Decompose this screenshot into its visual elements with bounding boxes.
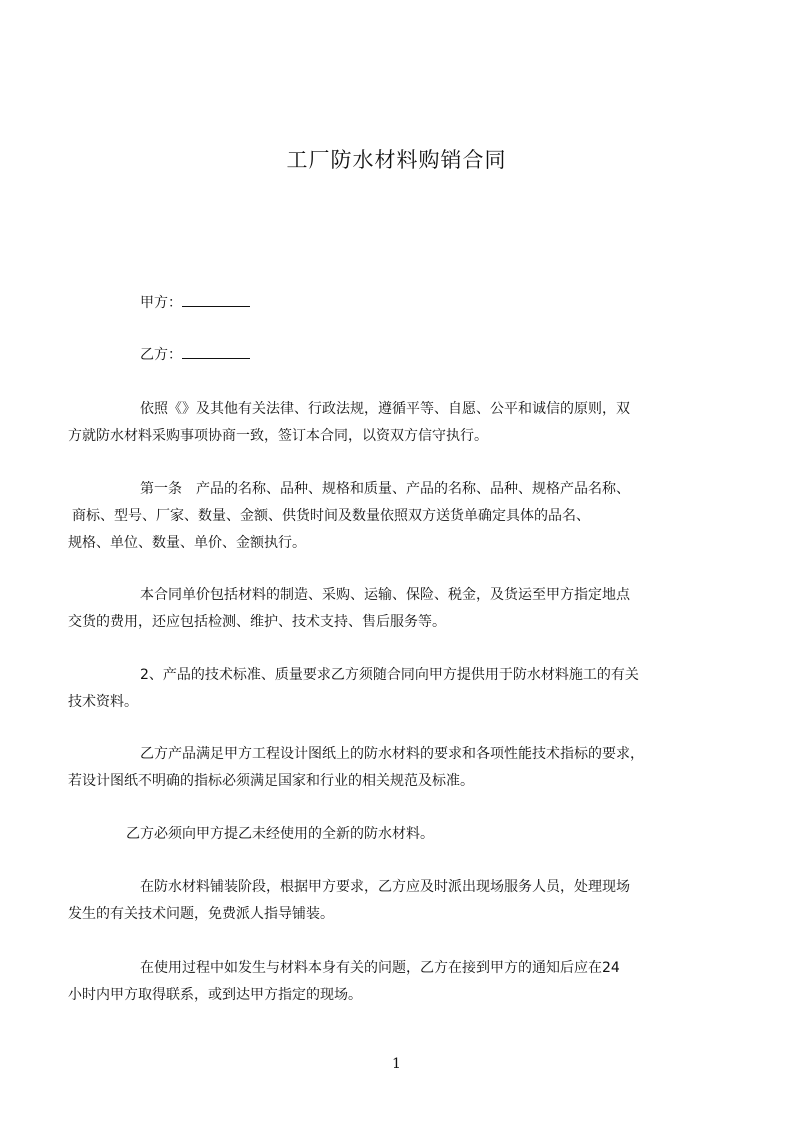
paragraph-line: 方就防水材料采购事项协商一致，签订本合同，以资双方信守执行。 (68, 428, 488, 444)
paragraph-preamble (68, 396, 704, 450)
paragraph-price-scope (68, 582, 704, 636)
paragraph-line: 若设计图纸不明确的指标必须满足国家和行业的相关规范及标准。 (68, 773, 474, 789)
party-a-line (104, 290, 704, 317)
document-title: 工厂防水材料购销合同 (286, 148, 507, 172)
paragraph-design-requirements (68, 741, 704, 795)
paragraph-line: 第一条 产品的名称、品种、规格和质量、产品的名称、品种、规格产品名称、 (140, 481, 630, 497)
party-a-label: 甲方： (140, 295, 182, 311)
paragraph-line: 技术资料。 (68, 694, 138, 710)
paragraph-line: 小时内甲方取得联系，或到达甲方指定的现场。 (68, 987, 362, 1003)
paragraph-line: 发生的有关技术问题，免费派人指导铺装。 (68, 906, 334, 922)
paragraph-article-1 (68, 476, 704, 557)
paragraph-line: 商标、型号、厂家、数量、金额、供货时间及数量依照双方送货单确定具体的品名、 (72, 508, 590, 524)
paragraph-issue-response (68, 955, 704, 1009)
paragraph-line: 乙方必须向甲方提乙未经使用的全新的防水材料。 (126, 826, 434, 842)
party-a-blank (182, 292, 250, 307)
party-b-line (104, 342, 704, 369)
party-b-blank (182, 344, 250, 359)
paragraph-line: 交货的费用，还应包括检测、维护、技术支持、售后服务等。 (68, 614, 446, 630)
paragraph-line: 规格、单位、数量、单价、金额执行。 (68, 535, 306, 551)
party-b-label: 乙方： (140, 347, 182, 363)
paragraph-line: 依照《》及其他有关法律、行政法规，遵循平等、自愿、公平和诚信的原则，双 (140, 401, 630, 417)
paragraph-line: 2、产品的技术标准、质量要求乙方须随合同向甲方提供用于防水材料施工的有关 (140, 667, 639, 683)
paragraph-line: 在防水材料铺装阶段，根据甲方要求，乙方应及时派出现场服务人员，处理现场 (140, 879, 630, 895)
paragraph-line: 在使用过程中如发生与材料本身有关的问题，乙方在接到甲方的通知后应在24 (140, 960, 620, 976)
page-number: 1 (392, 1056, 401, 1072)
paragraph-new-materials (104, 821, 704, 848)
paragraph-line: 乙方产品满足甲方工程设计图纸上的防水材料的要求和各项性能技术指标的要求， (140, 746, 644, 762)
paragraph-technical-standard (68, 662, 704, 716)
paragraph-onsite-service (68, 874, 704, 928)
paragraph-line: 本合同单价包括材料的制造、采购、运输、保险、税金，及货运至甲方指定地点 (140, 587, 630, 603)
